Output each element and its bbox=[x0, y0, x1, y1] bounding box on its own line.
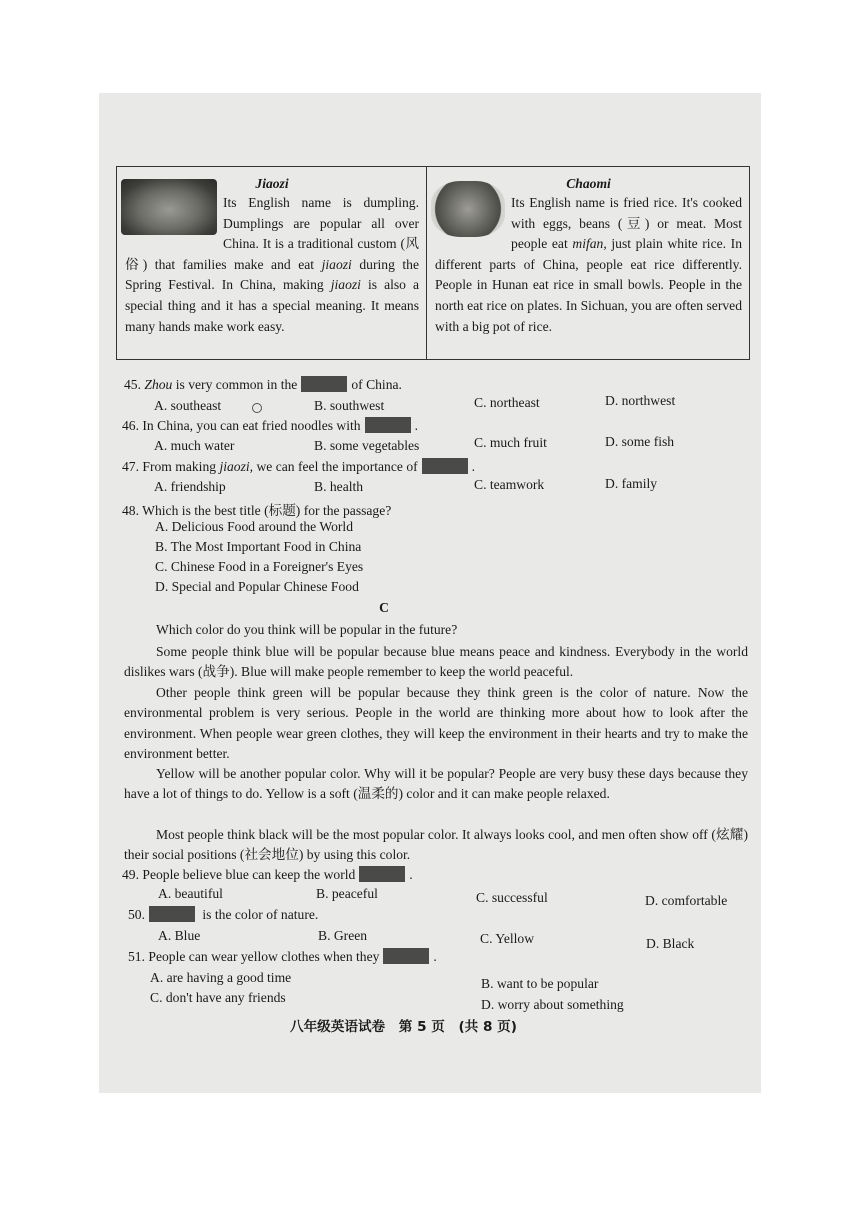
option-49-c[interactable]: C. successful bbox=[476, 890, 548, 905]
question-stem: People believe blue can keep the world bbox=[142, 867, 356, 882]
question-stem: From making bbox=[142, 459, 217, 474]
option-45-d[interactable]: D. northwest bbox=[605, 393, 676, 408]
option-50-b[interactable]: B. Green bbox=[318, 928, 368, 943]
question-45 bbox=[124, 376, 402, 393]
question-number: 51. bbox=[128, 949, 145, 964]
option-51-d[interactable]: D. worry about something bbox=[481, 997, 624, 1012]
question-46 bbox=[122, 417, 418, 434]
chaomi-text-1: Its English name is fried rice. It's cooked with eggs, beans (豆) or meat. Most people eat bbox=[511, 195, 742, 252]
jiaozi-italic-2: jiaozi bbox=[330, 277, 361, 293]
jiaozi-title: Jiaozi bbox=[255, 176, 289, 191]
question-stem: Which is the best title (标题) for the passage? bbox=[142, 503, 392, 518]
question-49 bbox=[122, 866, 413, 883]
option-48-a[interactable]: A. Delicious Food around the World bbox=[155, 519, 354, 534]
option-45-a[interactable]: A. southeast bbox=[154, 398, 222, 413]
question-number: 49. bbox=[122, 867, 139, 882]
question-stem-end: . bbox=[409, 867, 413, 882]
option-49-a[interactable]: A. beautiful bbox=[158, 886, 223, 901]
option-50-a[interactable]: A. Blue bbox=[158, 928, 201, 943]
question-47 bbox=[122, 458, 475, 475]
question-stem-end: . bbox=[414, 418, 419, 433]
option-48-c[interactable]: C. Chinese Food in a Foreigner's Eyes bbox=[155, 559, 364, 574]
question-number: 46. bbox=[122, 418, 139, 433]
jiaozi-text-3: is also a special thing and it has a special meaning. It means many hands make work easy. bbox=[125, 277, 420, 334]
answer-blank[interactable] bbox=[383, 948, 429, 964]
option-51-a[interactable]: A. are having a good time bbox=[150, 970, 292, 985]
chaomi-text-2: , just plain white rice. In different parts of China, people eat rice differently. People in Hunan eat rice in small bowls. People in the north eat rice on plates. In Sichuan, you are often served with a big pot of rice. bbox=[435, 236, 742, 334]
question-number: 50. bbox=[128, 907, 145, 922]
jiaozi-text-2: during the Spring Festival. In China, making bbox=[125, 256, 420, 293]
option-51-c[interactable]: C. don't have any friends bbox=[150, 990, 286, 1005]
paragraph-black: Most people think black will be the most popular color. It always looks cool, and men often show off (炫耀) their social positions (社会地位) by using this color. bbox=[124, 827, 748, 863]
option-46-b[interactable]: B. some vegetables bbox=[314, 438, 420, 453]
answer-blank[interactable] bbox=[359, 866, 405, 882]
option-47-a[interactable]: A. friendship bbox=[154, 479, 226, 494]
option-47-c[interactable]: C. teamwork bbox=[474, 477, 545, 492]
answer-blank[interactable] bbox=[149, 906, 195, 922]
chaomi-box bbox=[427, 167, 749, 359]
dumpling-photo bbox=[121, 179, 217, 235]
fried-rice-photo bbox=[431, 181, 505, 237]
paragraph-green: Other people think green will be popular because they think green is the color of nature. Now the environmental problem is very serious. People in the world are thinking more about how to look after the environment. When people wear green clothes, they will keep the environment in their hearts and try to make the environment better. bbox=[124, 685, 748, 761]
question-stem: is very common in the bbox=[175, 377, 298, 392]
question-number: 48. bbox=[122, 503, 139, 518]
question-stem-end: . bbox=[471, 459, 476, 474]
paragraph-blue: Some people think blue will be popular because blue means peace and kindness. Everybody in the world dislikes wars (战争). Blue will make people remember to keep the world peaceful. bbox=[124, 644, 748, 680]
paragraph-yellow: Yellow will be another popular color. Why will it be popular? People are very busy these days because they have a lot of things to do. Yellow is a soft (温柔的) color and it can make people relaxed. bbox=[124, 766, 748, 802]
question-stem: is the color of nature. bbox=[202, 907, 319, 922]
question-stem-end: of China. bbox=[351, 377, 402, 392]
option-46-c[interactable]: C. much fruit bbox=[474, 435, 547, 450]
question-number: 47. bbox=[122, 459, 139, 474]
stray-circle-mark bbox=[252, 403, 262, 413]
question-italic: Zhou bbox=[144, 377, 173, 392]
jiaozi-box bbox=[117, 167, 427, 359]
question-italic: jiaozi, bbox=[219, 459, 254, 474]
chaomi-title: Chaomi bbox=[566, 176, 611, 191]
chaomi-italic: mifan bbox=[572, 236, 604, 252]
question-stem-end: . bbox=[433, 949, 437, 964]
answer-blank[interactable] bbox=[365, 417, 411, 433]
option-45-c[interactable]: C. northeast bbox=[474, 395, 540, 410]
question-50 bbox=[128, 906, 318, 923]
option-47-d[interactable]: D. family bbox=[605, 476, 658, 491]
option-51-b[interactable]: B. want to be popular bbox=[481, 976, 599, 991]
question-stem: People can wear yellow clothes when they bbox=[148, 949, 380, 964]
passage-c-question: Which color do you think will be popular in the future? bbox=[156, 622, 458, 637]
page-footer: 八年级英语试卷 第 5 页 (共 8 页) bbox=[290, 1019, 517, 1035]
option-49-b[interactable]: B. peaceful bbox=[316, 886, 378, 901]
jiaozi-italic-1: jiaozi bbox=[321, 256, 352, 272]
answer-blank[interactable] bbox=[301, 376, 347, 392]
question-stem: In China, you can eat fried noodles with bbox=[142, 418, 361, 433]
passage-c-label: C bbox=[379, 600, 389, 615]
option-49-d[interactable]: D. comfortable bbox=[645, 893, 728, 908]
option-45-b[interactable]: B. southwest bbox=[314, 398, 385, 413]
jiaozi-text-1: Its English name is dumpling. Dumplings are popular all over China. It is a traditional custom (风俗) that families make and eat bbox=[125, 195, 420, 272]
option-50-c[interactable]: C. Yellow bbox=[480, 931, 535, 946]
question-48 bbox=[122, 499, 391, 519]
question-51 bbox=[128, 948, 437, 965]
option-48-d[interactable]: D. Special and Popular Chinese Food bbox=[155, 579, 359, 594]
passage-b-boxes bbox=[116, 166, 750, 360]
question-stem-cont: we can feel the importance of bbox=[256, 459, 418, 474]
option-46-a[interactable]: A. much water bbox=[154, 438, 235, 453]
option-46-d[interactable]: D. some fish bbox=[605, 434, 675, 449]
option-47-b[interactable]: B. health bbox=[314, 479, 364, 494]
option-48-b[interactable]: B. The Most Important Food in China bbox=[155, 539, 362, 554]
option-50-d[interactable]: D. Black bbox=[646, 936, 695, 951]
question-number: 45. bbox=[124, 377, 141, 392]
answer-blank[interactable] bbox=[422, 458, 468, 474]
